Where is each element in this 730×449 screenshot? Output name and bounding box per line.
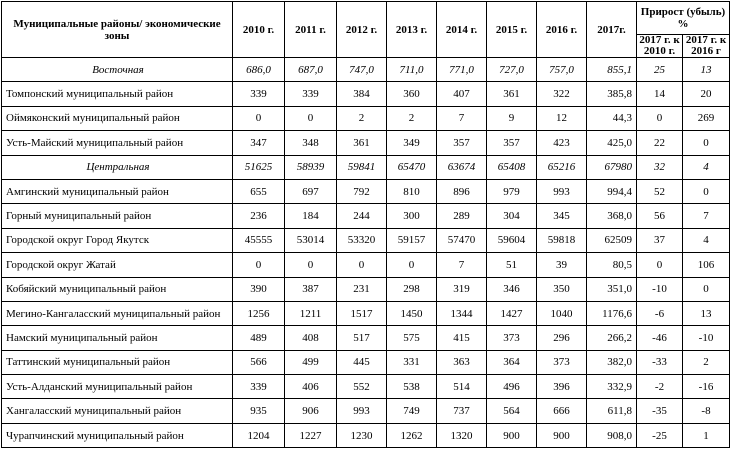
year-value-cell: 59818 <box>537 228 587 252</box>
header-name-col: Муниципальные районы/ экономические зоны <box>2 2 233 58</box>
year-value-cell: 363 <box>437 350 487 374</box>
year-value-cell: 1320 <box>437 423 487 447</box>
header-year: 2014 г. <box>437 2 487 58</box>
table-row <box>2 423 730 447</box>
year-value-cell: 994,4 <box>587 179 637 203</box>
year-value-cell: 711,0 <box>387 58 437 82</box>
growth-value-cell: 56 <box>637 204 683 228</box>
district-name: Мегино-Кангаласский муниципальный район <box>2 301 233 325</box>
district-name: Горный муниципальный район <box>2 204 233 228</box>
growth-value-cell: 7 <box>683 204 730 228</box>
year-value-cell: 349 <box>387 131 437 155</box>
year-value-cell: 360 <box>387 82 437 106</box>
year-value-cell: 351,0 <box>587 277 637 301</box>
year-value-cell: 65408 <box>487 155 537 179</box>
growth-value-cell: 22 <box>637 131 683 155</box>
year-value-cell: 749 <box>387 399 437 423</box>
year-value-cell: 900 <box>487 423 537 447</box>
year-value-cell: 80,5 <box>587 253 637 277</box>
district-name: Оймяконский муниципальный район <box>2 106 233 130</box>
year-value-cell: 357 <box>487 131 537 155</box>
year-value-cell: 423 <box>537 131 587 155</box>
table-row <box>2 301 730 325</box>
year-value-cell: 0 <box>233 106 285 130</box>
district-name: Городской округ Город Якутск <box>2 228 233 252</box>
table-row <box>2 277 730 301</box>
table-row <box>2 350 730 374</box>
table-row <box>2 179 730 203</box>
year-value-cell: 979 <box>487 179 537 203</box>
growth-value-cell: 32 <box>637 155 683 179</box>
year-value-cell: 59841 <box>337 155 387 179</box>
header-growth-sub: 2017 г. к 2010 г. <box>637 35 683 58</box>
header-year: 2010 г. <box>233 2 285 58</box>
year-value-cell: 0 <box>387 253 437 277</box>
year-value-cell: 361 <box>337 131 387 155</box>
year-value-cell: 771,0 <box>437 58 487 82</box>
year-value-cell: 51 <box>487 253 537 277</box>
year-value-cell: 331 <box>387 350 437 374</box>
year-value-cell: 57470 <box>437 228 487 252</box>
year-value-cell: 59604 <box>487 228 537 252</box>
year-value-cell: 7 <box>437 106 487 130</box>
year-value-cell: 415 <box>437 326 487 350</box>
zone-name: Центральная <box>2 155 233 179</box>
table-row <box>2 375 730 399</box>
growth-value-cell: 13 <box>683 58 730 82</box>
year-value-cell: 67980 <box>587 155 637 179</box>
zone-row <box>2 155 730 179</box>
year-value-cell: 12 <box>537 106 587 130</box>
year-value-cell: 58939 <box>285 155 337 179</box>
year-value-cell: 737 <box>437 399 487 423</box>
table-row <box>2 106 730 130</box>
year-value-cell: 361 <box>487 82 537 106</box>
year-value-cell: 445 <box>337 350 387 374</box>
year-value-cell: 244 <box>337 204 387 228</box>
growth-value-cell: 20 <box>683 82 730 106</box>
year-value-cell: 387 <box>285 277 337 301</box>
year-value-cell: 339 <box>285 82 337 106</box>
year-value-cell: 348 <box>285 131 337 155</box>
year-value-cell: 65216 <box>537 155 587 179</box>
year-value-cell: 727,0 <box>487 58 537 82</box>
district-name: Усть-Алданский муниципальный район <box>2 375 233 399</box>
year-value-cell: 345 <box>537 204 587 228</box>
year-value-cell: 611,8 <box>587 399 637 423</box>
year-value-cell: 564 <box>487 399 537 423</box>
year-value-cell: 2 <box>387 106 437 130</box>
growth-value-cell: -16 <box>683 375 730 399</box>
year-value-cell: 373 <box>487 326 537 350</box>
growth-value-cell: -6 <box>637 301 683 325</box>
growth-value-cell: 4 <box>683 228 730 252</box>
table-row <box>2 399 730 423</box>
year-value-cell: 339 <box>233 82 285 106</box>
year-value-cell: 655 <box>233 179 285 203</box>
zone-name: Восточная <box>2 58 233 82</box>
year-value-cell: 935 <box>233 399 285 423</box>
year-value-cell: 373 <box>537 350 587 374</box>
growth-value-cell: 13 <box>683 301 730 325</box>
table-row <box>2 204 730 228</box>
year-value-cell: 1427 <box>487 301 537 325</box>
growth-value-cell: 4 <box>683 155 730 179</box>
year-value-cell: 368,0 <box>587 204 637 228</box>
year-value-cell: 346 <box>487 277 537 301</box>
year-value-cell: 390 <box>233 277 285 301</box>
year-value-cell: 1262 <box>387 423 437 447</box>
table-row <box>2 228 730 252</box>
year-value-cell: 757,0 <box>537 58 587 82</box>
district-name: Намский муниципальный район <box>2 326 233 350</box>
year-value-cell: 1230 <box>337 423 387 447</box>
year-value-cell: 184 <box>285 204 337 228</box>
growth-value-cell: -10 <box>683 326 730 350</box>
year-value-cell: 1256 <box>233 301 285 325</box>
year-value-cell: 231 <box>337 277 387 301</box>
year-value-cell: 1040 <box>537 301 587 325</box>
year-value-cell: 686,0 <box>233 58 285 82</box>
year-value-cell: 39 <box>537 253 587 277</box>
year-value-cell: 406 <box>285 375 337 399</box>
year-value-cell: 53320 <box>337 228 387 252</box>
year-value-cell: 357 <box>437 131 487 155</box>
growth-value-cell: 37 <box>637 228 683 252</box>
growth-value-cell: 1 <box>683 423 730 447</box>
year-value-cell: 538 <box>387 375 437 399</box>
header-year: 2017г. <box>587 2 637 58</box>
year-value-cell: 2 <box>337 106 387 130</box>
year-value-cell: 896 <box>437 179 487 203</box>
year-value-cell: 322 <box>537 82 587 106</box>
year-value-cell: 396 <box>537 375 587 399</box>
table-body <box>2 58 730 448</box>
year-value-cell: 496 <box>487 375 537 399</box>
year-value-cell: 364 <box>487 350 537 374</box>
growth-value-cell: -35 <box>637 399 683 423</box>
district-name: Таттинский муниципальный район <box>2 350 233 374</box>
year-value-cell: 9 <box>487 106 537 130</box>
growth-value-cell: 269 <box>683 106 730 130</box>
year-value-cell: 1450 <box>387 301 437 325</box>
growth-value-cell: -2 <box>637 375 683 399</box>
year-value-cell: 0 <box>285 253 337 277</box>
growth-value-cell: 106 <box>683 253 730 277</box>
year-value-cell: 384 <box>337 82 387 106</box>
year-value-cell: 44,3 <box>587 106 637 130</box>
year-value-cell: 687,0 <box>285 58 337 82</box>
year-value-cell: 304 <box>487 204 537 228</box>
year-value-cell: 566 <box>233 350 285 374</box>
header-year: 2015 г. <box>487 2 537 58</box>
year-value-cell: 1517 <box>337 301 387 325</box>
year-value-cell: 792 <box>337 179 387 203</box>
district-name: Чурапчинский муниципальный район <box>2 423 233 447</box>
growth-value-cell: 14 <box>637 82 683 106</box>
year-value-cell: 747,0 <box>337 58 387 82</box>
year-value-cell: 908,0 <box>587 423 637 447</box>
growth-value-cell: -10 <box>637 277 683 301</box>
growth-value-cell: 0 <box>637 106 683 130</box>
year-value-cell: 575 <box>387 326 437 350</box>
year-value-cell: 552 <box>337 375 387 399</box>
district-name: Усть-Майский муниципальный район <box>2 131 233 155</box>
year-value-cell: 298 <box>387 277 437 301</box>
header-year: 2013 г. <box>387 2 437 58</box>
year-value-cell: 385,8 <box>587 82 637 106</box>
year-value-cell: 489 <box>233 326 285 350</box>
year-value-cell: 1344 <box>437 301 487 325</box>
growth-value-cell: 52 <box>637 179 683 203</box>
year-value-cell: 7 <box>437 253 487 277</box>
zone-row <box>2 58 730 82</box>
district-name: Городской округ Жатай <box>2 253 233 277</box>
year-value-cell: 0 <box>337 253 387 277</box>
year-value-cell: 906 <box>285 399 337 423</box>
growth-value-cell: -8 <box>683 399 730 423</box>
year-value-cell: 45555 <box>233 228 285 252</box>
year-value-cell: 319 <box>437 277 487 301</box>
district-name: Амгинский муниципальный район <box>2 179 233 203</box>
district-name: Хангаласский муниципальный район <box>2 399 233 423</box>
year-value-cell: 855,1 <box>587 58 637 82</box>
header-year: 2012 г. <box>337 2 387 58</box>
header-growth: Прирост (убыль) % <box>637 2 730 35</box>
year-value-cell: 517 <box>337 326 387 350</box>
year-value-cell: 347 <box>233 131 285 155</box>
year-value-cell: 697 <box>285 179 337 203</box>
year-value-cell: 810 <box>387 179 437 203</box>
year-value-cell: 296 <box>537 326 587 350</box>
year-value-cell: 0 <box>285 106 337 130</box>
year-value-cell: 65470 <box>387 155 437 179</box>
year-value-cell: 1227 <box>285 423 337 447</box>
year-value-cell: 900 <box>537 423 587 447</box>
year-value-cell: 236 <box>233 204 285 228</box>
year-value-cell: 300 <box>387 204 437 228</box>
year-value-cell: 499 <box>285 350 337 374</box>
year-value-cell: 993 <box>537 179 587 203</box>
year-value-cell: 1204 <box>233 423 285 447</box>
year-value-cell: 63674 <box>437 155 487 179</box>
growth-value-cell: 2 <box>683 350 730 374</box>
year-value-cell: 339 <box>233 375 285 399</box>
year-value-cell: 350 <box>537 277 587 301</box>
year-value-cell: 425,0 <box>587 131 637 155</box>
growth-value-cell: -25 <box>637 423 683 447</box>
data-table <box>1 1 730 448</box>
year-value-cell: 407 <box>437 82 487 106</box>
growth-value-cell: -33 <box>637 350 683 374</box>
year-value-cell: 666 <box>537 399 587 423</box>
year-value-cell: 0 <box>233 253 285 277</box>
table-row <box>2 131 730 155</box>
header-row <box>2 2 730 35</box>
growth-value-cell: 0 <box>683 179 730 203</box>
table-row <box>2 82 730 106</box>
year-value-cell: 51625 <box>233 155 285 179</box>
header-year: 2016 г. <box>537 2 587 58</box>
table-row <box>2 326 730 350</box>
growth-value-cell: 0 <box>637 253 683 277</box>
growth-value-cell: 0 <box>683 277 730 301</box>
year-value-cell: 62509 <box>587 228 637 252</box>
header-year: 2011 г. <box>285 2 337 58</box>
year-value-cell: 993 <box>337 399 387 423</box>
year-value-cell: 59157 <box>387 228 437 252</box>
year-value-cell: 266,2 <box>587 326 637 350</box>
year-value-cell: 289 <box>437 204 487 228</box>
year-value-cell: 332,9 <box>587 375 637 399</box>
header-growth-sub: 2017 г. к 2016 г <box>683 35 730 58</box>
table-row <box>2 253 730 277</box>
year-value-cell: 1176,6 <box>587 301 637 325</box>
growth-value-cell: -46 <box>637 326 683 350</box>
year-value-cell: 514 <box>437 375 487 399</box>
growth-value-cell: 0 <box>683 131 730 155</box>
year-value-cell: 382,0 <box>587 350 637 374</box>
growth-value-cell: 25 <box>637 58 683 82</box>
district-name: Томпонский муниципальный район <box>2 82 233 106</box>
year-value-cell: 1211 <box>285 301 337 325</box>
district-name: Кобяйский муниципальный район <box>2 277 233 301</box>
year-value-cell: 53014 <box>285 228 337 252</box>
year-value-cell: 408 <box>285 326 337 350</box>
